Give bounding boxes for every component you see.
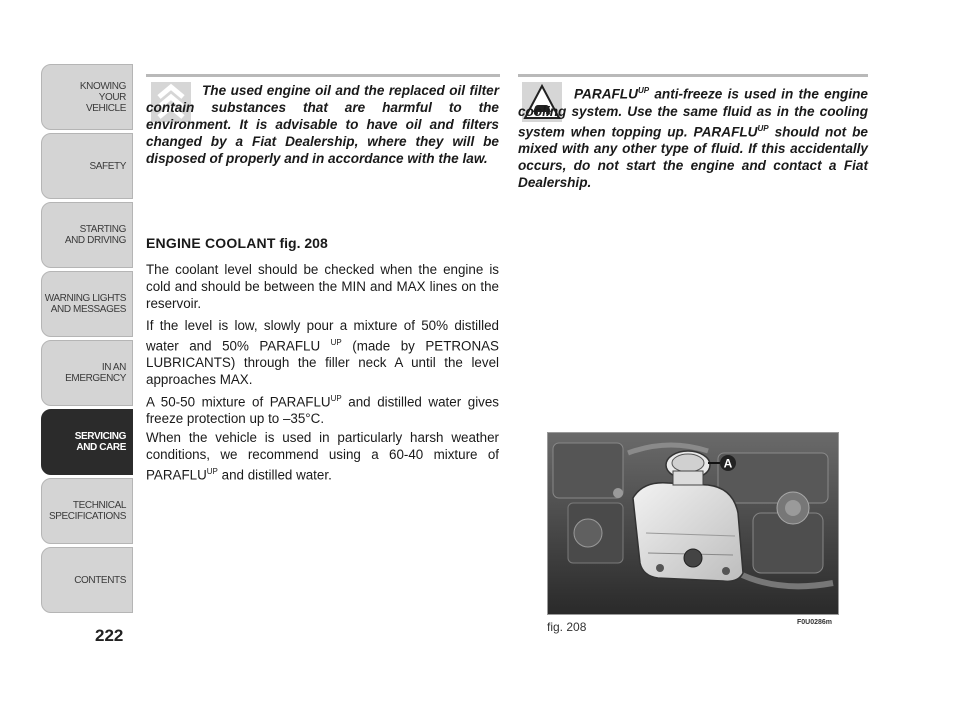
tab-safety[interactable]: SAFETY <box>41 133 133 199</box>
left-note-text: The used engine oil and the replaced oil filter contain substances that are harmful to the environment. It is advisable to have oil and filters changed by a Fiat Dealership, where they will be disposed of properly and in accordance with the law. <box>146 83 499 166</box>
paragraph-2 <box>146 317 499 388</box>
chapter-tabs <box>41 64 133 616</box>
right-note-part-2: anti-freeze is used in the engine cooling system. Use the same fluid as in the cooling system when topping up. PARAFLU <box>518 86 868 140</box>
section-title <box>146 235 328 251</box>
paragraph-3 <box>146 390 499 427</box>
tab-starting-and-driving[interactable]: STARTING AND DRIVING <box>41 202 133 268</box>
tab-contents[interactable]: CONTENTS <box>41 547 133 613</box>
right-note-part-1: PARAFLU <box>574 86 638 102</box>
tab-knowing-your-vehicle[interactable]: KNOWING YOUR VEHICLE <box>41 64 133 130</box>
callout-a: A <box>723 456 733 471</box>
figure-code: F0U0286m <box>797 619 833 626</box>
tab-in-an-emergency[interactable]: IN AN EMERGENCY <box>41 340 133 406</box>
paragraph-2-sup: UP <box>330 338 342 347</box>
paragraph-3-sup: UP <box>330 394 342 403</box>
paragraph-2-a: If the level is low, slowly pour a mixture of 50% distilled water and 50% PARAFLU <box>146 318 499 354</box>
section-fig-ref: fig. 208 <box>279 235 328 251</box>
section-title-text: ENGINE COOLANT <box>146 235 276 251</box>
paragraph-2-b: (made by PETRONAS LUBRICANTS) through the filler neck A until the level approaches MAX. <box>146 338 499 388</box>
engine-bay-illustration <box>548 433 838 614</box>
tab-technical-specifications[interactable]: TECHNICAL SPECIFICATIONS <box>41 478 133 544</box>
paragraph-3-b: and distilled water gives freeze protection up to –35°C. <box>146 394 500 427</box>
paragraph-4-sup: UP <box>206 467 218 476</box>
left-note-rule <box>146 74 500 77</box>
figure-caption: fig. 208 <box>547 620 587 634</box>
page-number: 222 <box>95 626 124 645</box>
right-note-sup-1: UP <box>637 86 650 95</box>
paragraph-3-a: A 50-50 mixture of PARAFLU <box>146 394 331 410</box>
figure-208-engine-bay <box>547 432 839 615</box>
tab-servicing-and-care[interactable]: SERVICING AND CARE <box>41 409 133 475</box>
paragraph-1: The coolant level should be checked when the engine is cold and should be between the MIN and MAX lines on the reservoir. <box>146 262 499 311</box>
right-note-part-3: should not be mixed with any other type of fluid. If this accidentally occurs, do not start the engine and contact a Fiat Dealership. <box>518 124 868 191</box>
right-note-text <box>518 82 868 191</box>
paragraph-4-a: When the vehicle is used in particularly harsh weather conditions, we recommend using a 60-40 mixture of PARAFLU <box>146 430 499 483</box>
right-note-rule <box>518 74 868 77</box>
tab-warning-lights[interactable]: WARNING LIGHTS AND MESSAGES <box>41 271 133 337</box>
paragraph-4-b: and distilled water. <box>217 467 332 483</box>
paragraph-4 <box>146 429 499 483</box>
right-note-sup-2: UP <box>757 123 769 133</box>
